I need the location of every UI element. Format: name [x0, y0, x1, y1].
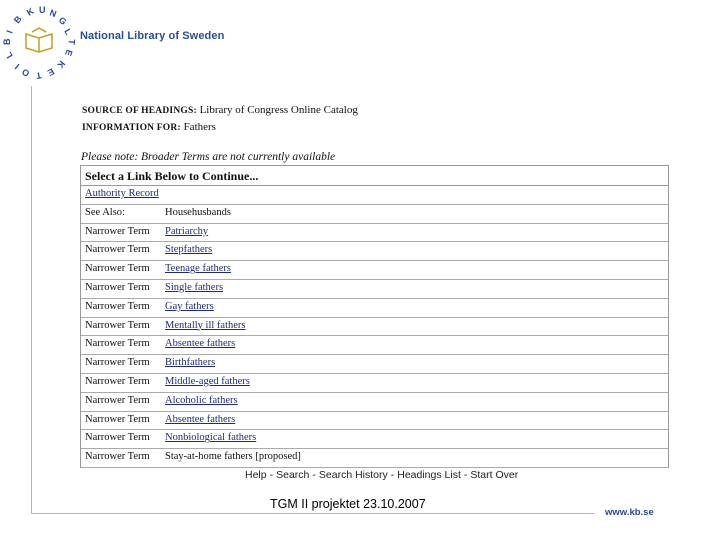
svg-text:E: E [63, 48, 75, 58]
table-row [81, 355, 668, 374]
broader-terms-note: Please note: Broader Terms are not currently available [81, 151, 336, 163]
footer-link[interactable]: Help [245, 469, 267, 481]
term-type: Narrower Term [85, 432, 150, 444]
term-type: Narrower Term [85, 263, 150, 275]
term-text: Househusbands [165, 206, 231, 218]
term-type: Narrower Term [85, 225, 150, 237]
svg-text:B: B [11, 13, 24, 26]
info-label: INFORMATION FOR: [82, 123, 181, 133]
source-of-headings [82, 104, 358, 116]
term-type: Narrower Term [85, 300, 150, 312]
term-link[interactable]: Absentee fathers [165, 338, 236, 350]
term-link[interactable]: Birthfathers [165, 357, 216, 369]
svg-text:E: E [45, 66, 56, 78]
term-link[interactable]: Authority Record [85, 188, 159, 199]
term-type: Narrower Term [85, 413, 150, 425]
separator: - [390, 469, 395, 481]
svg-text:T: T [66, 38, 77, 46]
footer-nav [245, 469, 518, 481]
term-type: Narrower Term [85, 451, 150, 463]
slide-caption: TGM II projektet 23.10.2007 [270, 497, 426, 511]
kb-logo [2, 4, 77, 81]
svg-text:L: L [62, 27, 74, 37]
table-row [81, 224, 668, 243]
term-link[interactable]: Teenage fathers [165, 263, 232, 275]
term-link[interactable]: Stepfathers [165, 244, 213, 256]
table-row [81, 318, 668, 337]
bottom-rule [31, 513, 594, 514]
table-row [81, 336, 668, 355]
table-header: Select a Link Below to Continue... [81, 166, 668, 186]
svg-text:N: N [48, 7, 58, 20]
term-type: Narrower Term [85, 357, 150, 369]
table-row [81, 186, 668, 205]
footer-link[interactable]: Headings List [397, 469, 461, 481]
site-url: www.kb.se [605, 507, 654, 518]
term-link[interactable]: Patriarchy [165, 225, 209, 237]
brand-name: National Library of Sweden [80, 30, 225, 42]
term-link[interactable]: Single fathers [165, 281, 224, 293]
svg-text:U: U [39, 5, 46, 15]
table-row [81, 242, 668, 261]
separator: - [463, 469, 468, 481]
table-row [81, 280, 668, 299]
left-rule [31, 86, 32, 514]
info-value: Fathers [183, 121, 216, 133]
table-row [81, 374, 668, 393]
term-type: Narrower Term [85, 338, 150, 350]
separator: - [312, 469, 316, 481]
svg-text:I: I [4, 28, 15, 35]
svg-text:O: O [20, 66, 31, 79]
term-type: Narrower Term [85, 394, 150, 406]
table-row [81, 430, 668, 449]
headings-table [80, 165, 669, 468]
table-row [81, 205, 668, 224]
term-type: Narrower Term [85, 375, 150, 387]
term-link[interactable]: Absentee fathers [165, 413, 236, 425]
table-row [81, 393, 668, 412]
svg-text:K: K [55, 58, 68, 71]
term-link[interactable]: Mentally ill fathers [165, 319, 246, 331]
svg-text:L: L [3, 50, 15, 60]
term-type: Narrower Term [85, 319, 150, 331]
footer-link[interactable]: Search [276, 469, 310, 481]
table-rows [81, 186, 668, 468]
information-for [82, 121, 216, 133]
term-type: See Also: [85, 206, 125, 218]
table-row [81, 261, 668, 280]
svg-text:G: G [56, 14, 69, 28]
term-type: Narrower Term [85, 244, 150, 256]
term-type: Narrower Term [85, 281, 150, 293]
source-value: Library of Congress Online Catalog [199, 104, 358, 116]
term-link[interactable]: Alcoholic fathers [165, 394, 238, 406]
footer-link[interactable]: Search History [318, 469, 388, 481]
term-link[interactable]: Gay fathers [165, 300, 214, 312]
table-row [81, 449, 668, 468]
separator: - [269, 469, 274, 481]
svg-text:B: B [2, 38, 12, 45]
svg-text:T: T [35, 70, 43, 81]
table-row [81, 412, 668, 431]
footer-link[interactable]: Start Over [470, 469, 519, 481]
svg-text:I: I [12, 61, 22, 72]
table-row [81, 299, 668, 318]
term-link[interactable]: Nonbiological fathers [165, 432, 257, 444]
source-label: SOURCE OF HEADINGS: [82, 106, 197, 116]
term-link[interactable]: Middle-aged fathers [165, 375, 250, 387]
svg-text:K: K [25, 5, 36, 18]
term-text: Stay-at-home fathers [proposed] [165, 451, 301, 463]
